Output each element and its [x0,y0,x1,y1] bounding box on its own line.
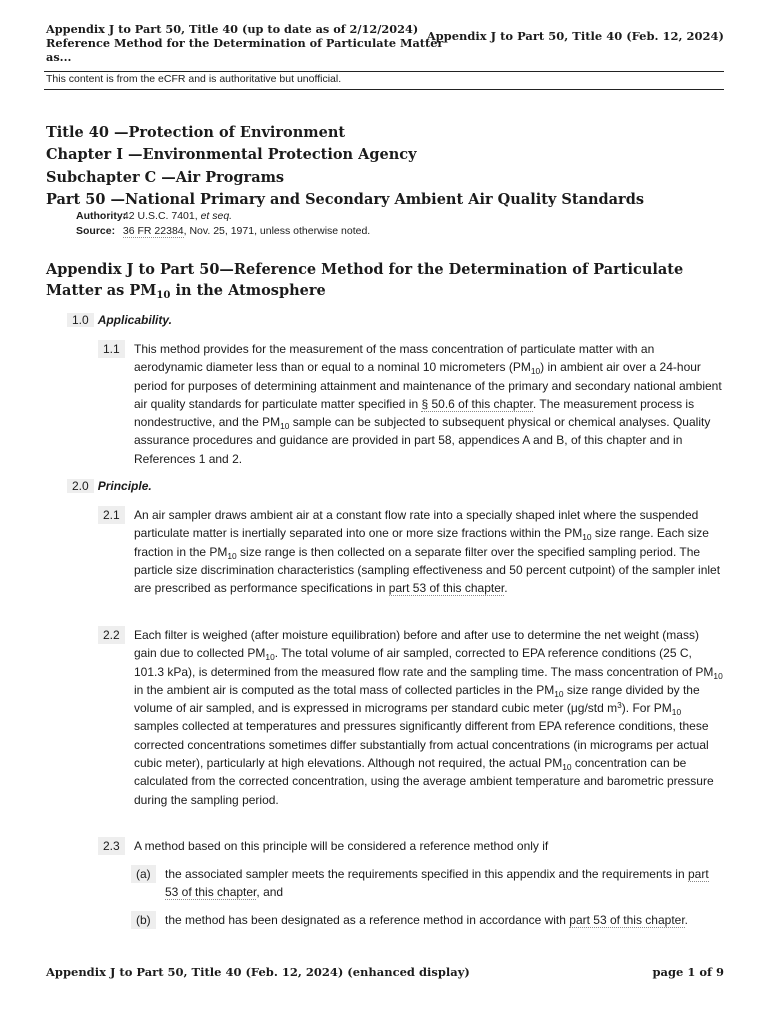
header-divider-top [44,71,724,72]
paragraph-text: size range. Each size fraction in the PM [134,526,709,559]
page-footer-left: Appendix J to Part 50, Title 40 (Feb. 12, 2024) (enhanced display) [46,965,470,979]
paragraph-number: 2.1 [98,506,125,524]
paragraph-text: Each filter is weighed (after moisture equilibration) before and after use to determine the net weight (mass) gain due to collected PM [134,628,699,661]
pm-subscript: 10 [227,550,237,561]
section-number: 2.0 [67,479,94,493]
source-link[interactable]: 36 FR 22384 [122,225,184,237]
appendix-title-text-end: in the Atmosphere [170,282,326,299]
paragraph-text: . [504,581,508,596]
source-line [76,224,370,239]
paragraph-text: samples collected at temperatures and pressures significantly different from EPA reference conditions, these corrected concentrations sometimes differ substantially from actual concentrations (in micrograms per actual cubic meter), particularly at high elevations. Although not required, the actual PM [134,719,709,771]
paragraph-text: size range divided by the volume of air sampled, and is expressed in micrograms per standard cubic meter (μg/std m [134,682,700,716]
paragraph-number: 2.3 [98,837,125,855]
paragraph-text: concentration can be calculated from the corrected concentration, using the average ambient temperature and barometric pressure during the sampling period. [134,756,714,807]
paragraph-text: ). For PM [621,701,672,716]
paragraph-text: This method provides for the measurement of the mass concentration of particulate matter with an aerodynamic diameter less than or equal to a nominal 10 micrometers (PM [134,342,655,375]
pm-subscript: 10 [530,366,541,377]
hierarchy-subchapter: Subchapter C —Air Programs [46,168,285,186]
paragraph-text: , and [256,885,284,900]
page-header-right: Appendix J to Part 50, Title 40 (Feb. 12, 2024) [426,29,724,43]
hierarchy-title: Title 40 —Protection of Environment [46,124,346,141]
paragraph-text: . The total volume of air sampled, corrected to EPA reference conditions (25 C, 101.3 kPa), is determined from the measured flow rate and the sampling time. The mass concentration of PM [134,646,714,679]
source-text: , Nov. 25, 1971, unless otherwise noted. [183,225,371,237]
paragraph-text: . The measurement process is nondestructive, and the PM [134,396,695,430]
pm-subscript: 10 [582,532,592,543]
paragraph-text: in the ambient air is computed as the total mass of collected particles in the PM [134,682,555,697]
part-53-link[interactable]: part 53 of this chapter [569,913,685,927]
section-1-0 [67,313,172,327]
paragraph-number: (b) [131,911,156,929]
paragraph-2-3 [103,837,724,855]
header-doc-subtitle: Reference Method for the Determination of Particulate Matter as... [46,36,444,64]
section-50-6-link[interactable]: § 50.6 of this chapter [421,396,533,411]
authority-line [76,209,232,224]
paragraph-text: . [684,913,689,927]
page-number: page 1 of 9 [652,965,724,979]
section-title: Applicability. [97,313,172,327]
pm-subscript: 10 [562,762,572,773]
paragraph-text: ) in ambient air over a 24-hour period for purposes of determining attainment and maintenance of the primary and secondary national ambient air quality standards for particulate matter specified in [134,360,722,411]
cubic-superscript: 3 [617,700,622,711]
authority-label: Authority: [76,210,127,222]
pm-subscript: 10 [265,652,275,663]
paragraph-text: size range is then collected on a separate filter over the specified sampling period. The particle size discrimination characteristics (sampling effectiveness and 50 percent cutpoint) of the sampler inlet are prescribed as performance specifications in [134,544,721,596]
paragraph-2-2 [103,626,724,809]
paragraph-1-1 [103,340,724,468]
section-number: 1.0 [67,313,94,327]
part-53-link[interactable]: part 53 of this chapter [388,581,505,596]
hierarchy-chapter: Chapter I —Environmental Protection Agency [46,146,417,164]
paragraph-2-3-b [136,911,725,929]
paragraph-2-1 [103,506,724,597]
section-title: Principle. [97,479,152,493]
hierarchy-part: Part 50 —National Primary and Secondary Ambient Air Quality Standards [46,191,644,209]
paragraph-2-3-a [136,865,725,902]
header-divider-bottom [44,89,724,90]
authority-italic: et seq. [200,210,233,222]
paragraph-number: 1.1 [98,340,125,358]
page-header-left [46,22,446,64]
pm-subscript: 10 [713,670,723,681]
paragraph-number: (a) [131,865,156,883]
appendix-title [46,259,736,301]
pm-subscript: 10 [280,421,290,432]
pm-subscript: 10 [671,707,682,718]
part-53-link[interactable]: part 53 of this chapter [165,867,709,900]
paragraph-number: 2.2 [98,626,125,644]
pm-subscript: 10 [554,688,564,699]
authority-text: 42 U.S.C. 7401, [122,210,198,222]
paragraph-text: sample can be subjected to subsequent physical or chemical analyses. Quality assurance procedures and guidance are provided in part 58, appendices A and B, of this chapter and in References 1 and 2. [134,415,711,466]
ecfr-notice: This content is from the eCFR and is authoritative but unofficial. [46,73,342,85]
paragraph-text: A method based on this principle will be considered a reference method only if [134,839,549,853]
section-2-0 [67,479,152,493]
paragraph-text: An air sampler draws ambient air at a constant flow rate into a specially shaped inlet where the suspended particulate matter is inertially separated into one or more size fractions within the PM [134,508,699,541]
appendix-title-subscript: 10 [156,289,171,301]
header-doc-title: Appendix J to Part 50, Title 40 (up to date as of 2/12/2024) [46,22,419,36]
hierarchy-block [46,122,644,212]
source-label: Source: [76,225,116,237]
paragraph-text: the associated sampler meets the requirements specified in this appendix and the requirements in [165,867,688,881]
appendix-title-text: Appendix J to Part 50—Reference Method for the Determination of Particulate Matter as PM [46,261,684,299]
paragraph-text: the method has been designated as a reference method in accordance with [165,913,570,927]
